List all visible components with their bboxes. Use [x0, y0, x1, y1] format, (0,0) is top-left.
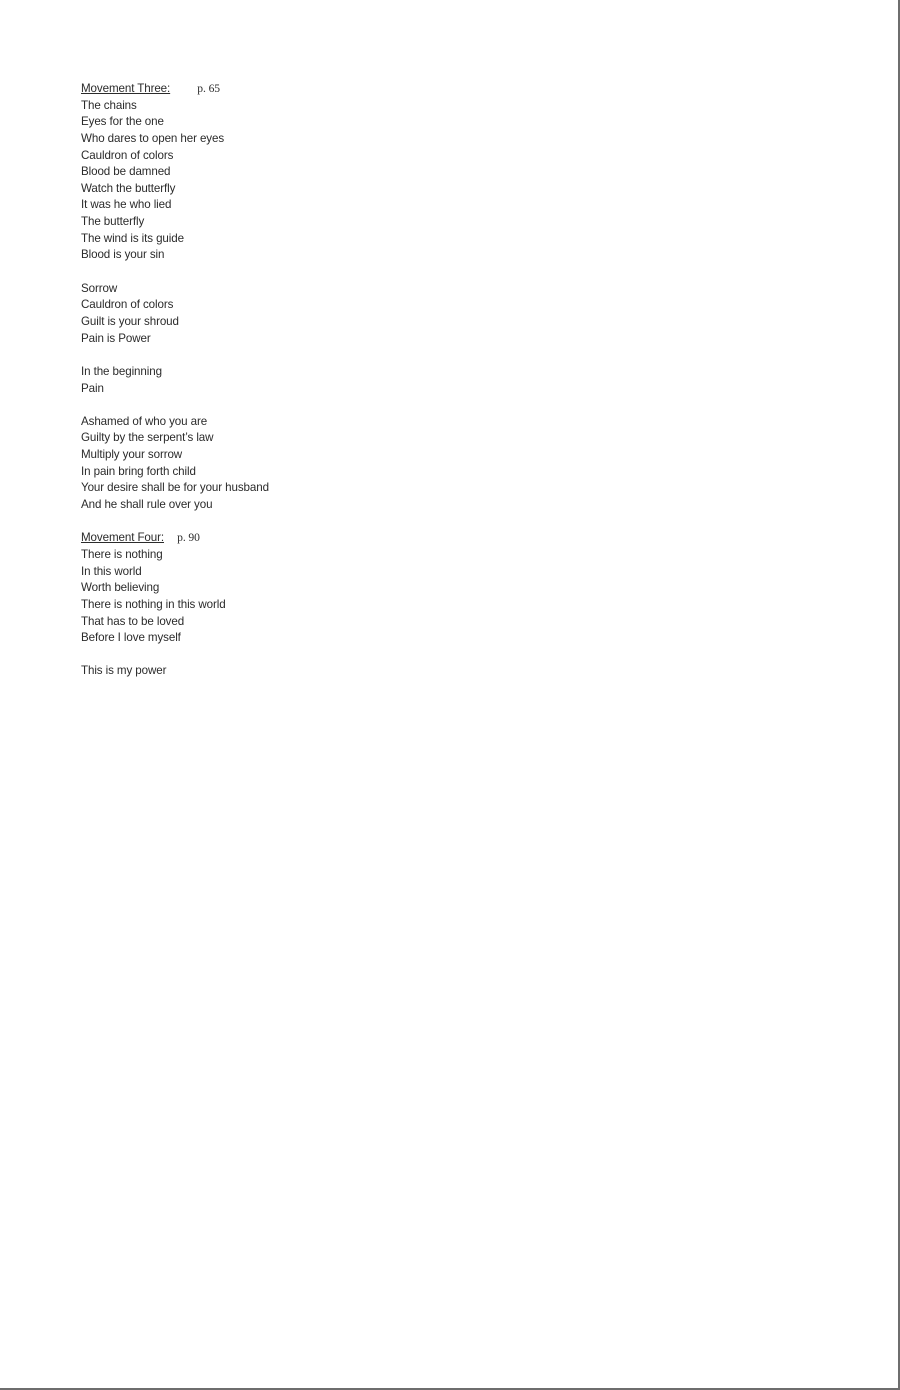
lyric-line: It was he who lied [81, 198, 172, 212]
stanza-break [81, 514, 269, 531]
lyric-line: The butterfly [81, 215, 145, 229]
movement-four-header [81, 530, 269, 547]
lyric-line: The chains [81, 98, 137, 112]
lyric-line: And he shall rule over you [81, 498, 213, 512]
lyric-line: Pain is Power [81, 331, 151, 345]
lyric-line: Cauldron of colors [81, 298, 174, 312]
lyric-line: Pain [81, 381, 104, 395]
lyric-line: Ashamed of who you are [81, 414, 208, 428]
lyric-line: Guilt is your shroud [81, 314, 179, 328]
lyric-line: That has to be loved [81, 614, 185, 628]
lyric-line: In the beginning [81, 364, 162, 378]
stanza-break [81, 264, 269, 281]
lyric-line: There is nothing in this world [81, 597, 226, 611]
lyric-line: Guilty by the serpent’s law [81, 431, 214, 445]
stanza-break [81, 397, 269, 414]
lyric-line: Before I love myself [81, 631, 181, 645]
lyric-line: Cauldron of colors [81, 148, 174, 162]
lyric-line: There is nothing [81, 547, 163, 561]
lyric-line: Your desire shall be for your husband [81, 481, 269, 495]
stanza-break [81, 347, 269, 364]
stanza-break [81, 647, 269, 664]
movement-three-page-ref: p. 65 [197, 82, 220, 95]
lyric-line: Blood be damned [81, 165, 171, 179]
lyric-line: This is my power [81, 664, 167, 678]
lyric-line: In this world [81, 564, 142, 578]
lyric-line: Eyes for the one [81, 115, 164, 129]
movement-three-header [81, 81, 269, 98]
lyric-line: Watch the butterfly [81, 181, 176, 195]
lyric-line: Sorrow [81, 281, 118, 295]
lyric-line: Multiply your sorrow [81, 448, 183, 462]
movement-three-heading: Movement Three: [81, 82, 171, 95]
lyric-line: Blood is your sin [81, 248, 165, 262]
movement-four-page-ref: p. 90 [177, 531, 200, 545]
lyric-line: In pain bring forth child [81, 464, 196, 478]
lyric-line: Worth believing [81, 581, 160, 595]
movement-four-heading: Movement Four: [81, 531, 165, 545]
lyric-line: The wind is its guide [81, 231, 184, 245]
lyric-line: Who dares to open her eyes [81, 131, 225, 145]
lyrics-text [81, 81, 269, 680]
